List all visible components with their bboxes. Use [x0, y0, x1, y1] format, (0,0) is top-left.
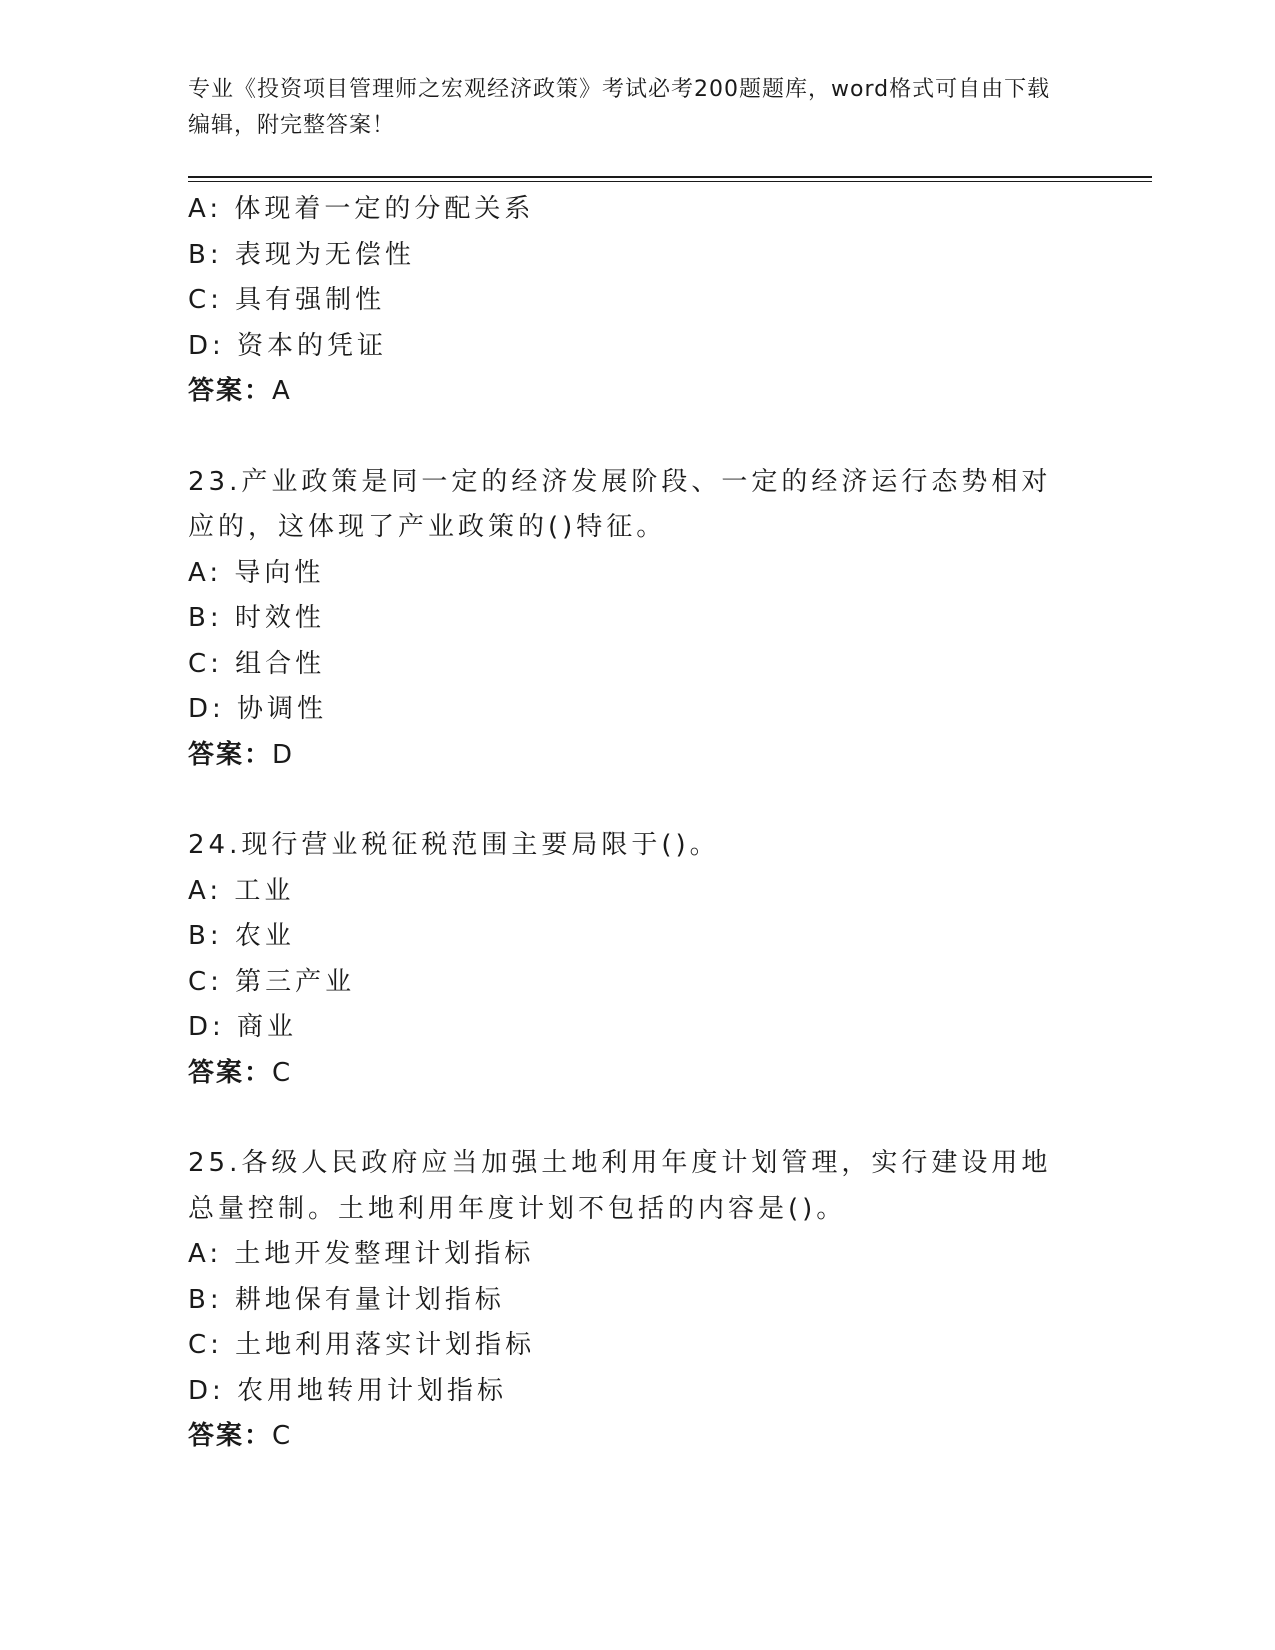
answer-value: C	[272, 1421, 291, 1451]
option-b: B: 耕地保有量计划指标	[188, 1284, 505, 1315]
option-c: C: 具有强制性	[188, 285, 386, 315]
option-d: D: 商业	[188, 1012, 298, 1042]
answer-value: C	[272, 1057, 291, 1088]
option-b: B: 农业	[188, 921, 295, 951]
header-divider-thick	[188, 176, 1152, 178]
question-text: 23.产业政策是同一定的经济发展阶段、一定的经济运行态势相对应的，这体现了产业政策的()特征。	[188, 466, 1052, 542]
option-d: D: 协调性	[188, 694, 328, 724]
answer-label: 答案：	[188, 739, 273, 770]
spacer	[188, 415, 1088, 460]
answer-value: A	[272, 376, 290, 406]
option-c: C: 组合性	[188, 648, 326, 679]
answer	[188, 733, 1088, 779]
option-b: B: 表现为无偿性	[188, 239, 415, 270]
question-22-continued	[188, 187, 1088, 415]
answer	[188, 1414, 1088, 1460]
question-24	[188, 823, 1088, 1096]
answer	[188, 1051, 1088, 1097]
answer-value: D	[272, 739, 293, 770]
option-c: C: 第三产业	[188, 966, 356, 997]
question-list	[188, 187, 1088, 1460]
document-header: 专业《投资项目管理师之宏观经济政策》考试必考200题题库，word格式可自由下载编辑，附完整答案！	[188, 77, 1051, 138]
answer-label: 答案：	[188, 1421, 273, 1451]
option-a: A: 土地开发整理计划指标	[188, 1239, 535, 1269]
question-25	[188, 1141, 1088, 1460]
question-text: 24.现行营业税征税范围主要局限于()。	[188, 830, 720, 860]
spacer	[188, 778, 1088, 823]
question-text: 25.各级人民政府应当加强土地利用年度计划管理，实行建设用地总量控制。土地利用年度计划不包括的内容是()。	[188, 1148, 1052, 1224]
answer-label: 答案：	[188, 376, 273, 406]
option-b: B: 时效性	[188, 603, 325, 633]
option-c: C: 土地利用落实计划指标	[188, 1330, 536, 1360]
option-a: A: 体现着一定的分配关系	[188, 194, 535, 224]
option-d: D: 资本的凭证	[188, 330, 388, 361]
answer	[188, 369, 1088, 415]
spacer	[188, 1096, 1088, 1141]
option-a: A: 工业	[188, 875, 295, 906]
option-d: D: 农用地转用计划指标	[188, 1375, 508, 1406]
answer-label: 答案：	[188, 1057, 273, 1088]
question-23	[188, 460, 1088, 779]
option-a: A: 导向性	[188, 557, 325, 588]
header-divider-thin	[188, 181, 1152, 182]
